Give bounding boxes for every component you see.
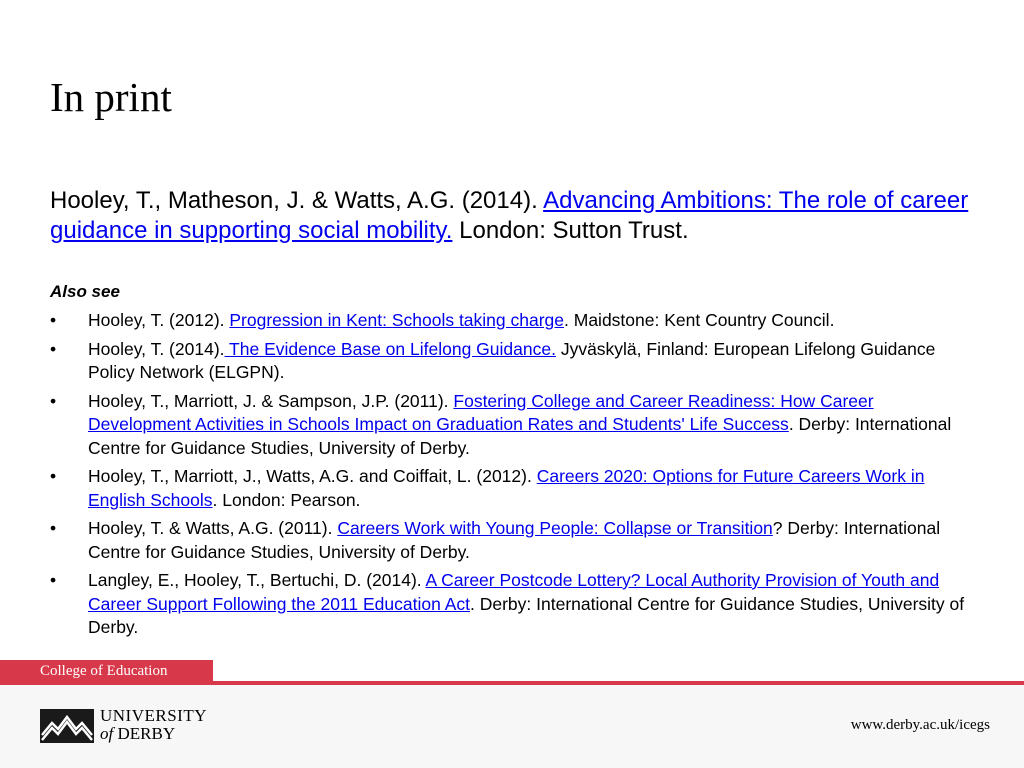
reference-link[interactable]: Fostering College and Career Readiness: How Career Development Activities in Schools Impact on Graduation Rates and Students' Life Success bbox=[88, 390, 874, 434]
main-reference-link[interactable]: Advancing Ambitions: The role of career guidance in supporting social mobility. bbox=[50, 187, 969, 244]
also-see-heading: Also see bbox=[50, 282, 120, 301]
reference-item bbox=[50, 390, 975, 461]
bullet: • bbox=[50, 518, 57, 538]
university-logo bbox=[40, 707, 220, 747]
reference-text: Hooley, T. (2012). bbox=[88, 310, 230, 330]
reference-link[interactable]: The Evidence Base on Lifelong Guidance. bbox=[224, 338, 556, 359]
reference-text: . Maidstone: Kent Country Council. bbox=[564, 310, 835, 330]
college-tab bbox=[0, 660, 213, 685]
logo-university-text: UNIVERSITY bbox=[100, 706, 207, 725]
reference-item bbox=[50, 569, 975, 640]
bullet: • bbox=[50, 466, 57, 486]
reference-list bbox=[50, 309, 975, 645]
reference-text: Hooley, T., Marriott, J., Watts, A.G. and Coiffait, L. (2012). bbox=[88, 466, 537, 486]
main-reference-publisher: London: Sutton Trust. bbox=[452, 217, 689, 244]
reference-item bbox=[50, 309, 975, 333]
bullet: • bbox=[50, 390, 57, 411]
reference-item bbox=[50, 338, 975, 385]
reference-text: ? Derby: International Centre for Guidance Studies, University of Derby. bbox=[88, 518, 941, 562]
reference-link[interactable]: Progression in Kent: Schools taking charge bbox=[229, 310, 565, 330]
reference-item bbox=[50, 465, 975, 512]
bullet: • bbox=[50, 570, 57, 590]
reference-link[interactable]: A Career Postcode Lottery? Local Authority Provision of Youth and Career Support Following the 2011 Education Act bbox=[88, 570, 940, 614]
reference-text: . London: Pearson. bbox=[212, 489, 361, 510]
bullet: • bbox=[50, 310, 57, 330]
reference-link[interactable]: Careers 2020: Options for Future Careers Work in English Schools bbox=[88, 466, 925, 510]
reference-text: Hooley, T. & Watts, A.G. (2011). bbox=[88, 518, 338, 538]
footer-bar bbox=[0, 660, 1024, 685]
reference-text: Jyväskylä, Finland: European Lifelong Guidance Policy Network (ELGPN). bbox=[88, 338, 936, 382]
reference-link[interactable]: Careers Work with Young People: Collapse or Transition bbox=[337, 518, 773, 538]
reference-text: . Derby: International Centre for Guidance Studies, University of Derby. bbox=[88, 414, 952, 458]
reference-item bbox=[50, 517, 975, 564]
bullet: • bbox=[50, 338, 57, 359]
college-label: College of Education bbox=[40, 663, 168, 679]
reference-text: . Derby: International Centre for Guidance Studies, University of Derby. bbox=[88, 593, 965, 637]
logo-of-text: of bbox=[100, 724, 114, 743]
derby-mountain-icon bbox=[40, 709, 94, 743]
reference-text: Hooley, T. (2014). bbox=[88, 338, 225, 359]
logo-derby-word: DERBY bbox=[113, 724, 176, 743]
reference-text: Langley, E., Hooley, T., Bertuchi, D. (2014). bbox=[88, 570, 426, 590]
reference-text: Hooley, T., Marriott, J. & Sampson, J.P. (2011). bbox=[88, 390, 454, 411]
main-reference bbox=[50, 186, 975, 246]
page-title: In print bbox=[50, 74, 172, 120]
main-reference-authors: Hooley, T., Matheson, J. & Watts, A.G. (2014). bbox=[50, 187, 544, 214]
logo-derby-text bbox=[100, 725, 175, 743]
website-url: www.derby.ac.uk/icegs bbox=[850, 717, 990, 733]
